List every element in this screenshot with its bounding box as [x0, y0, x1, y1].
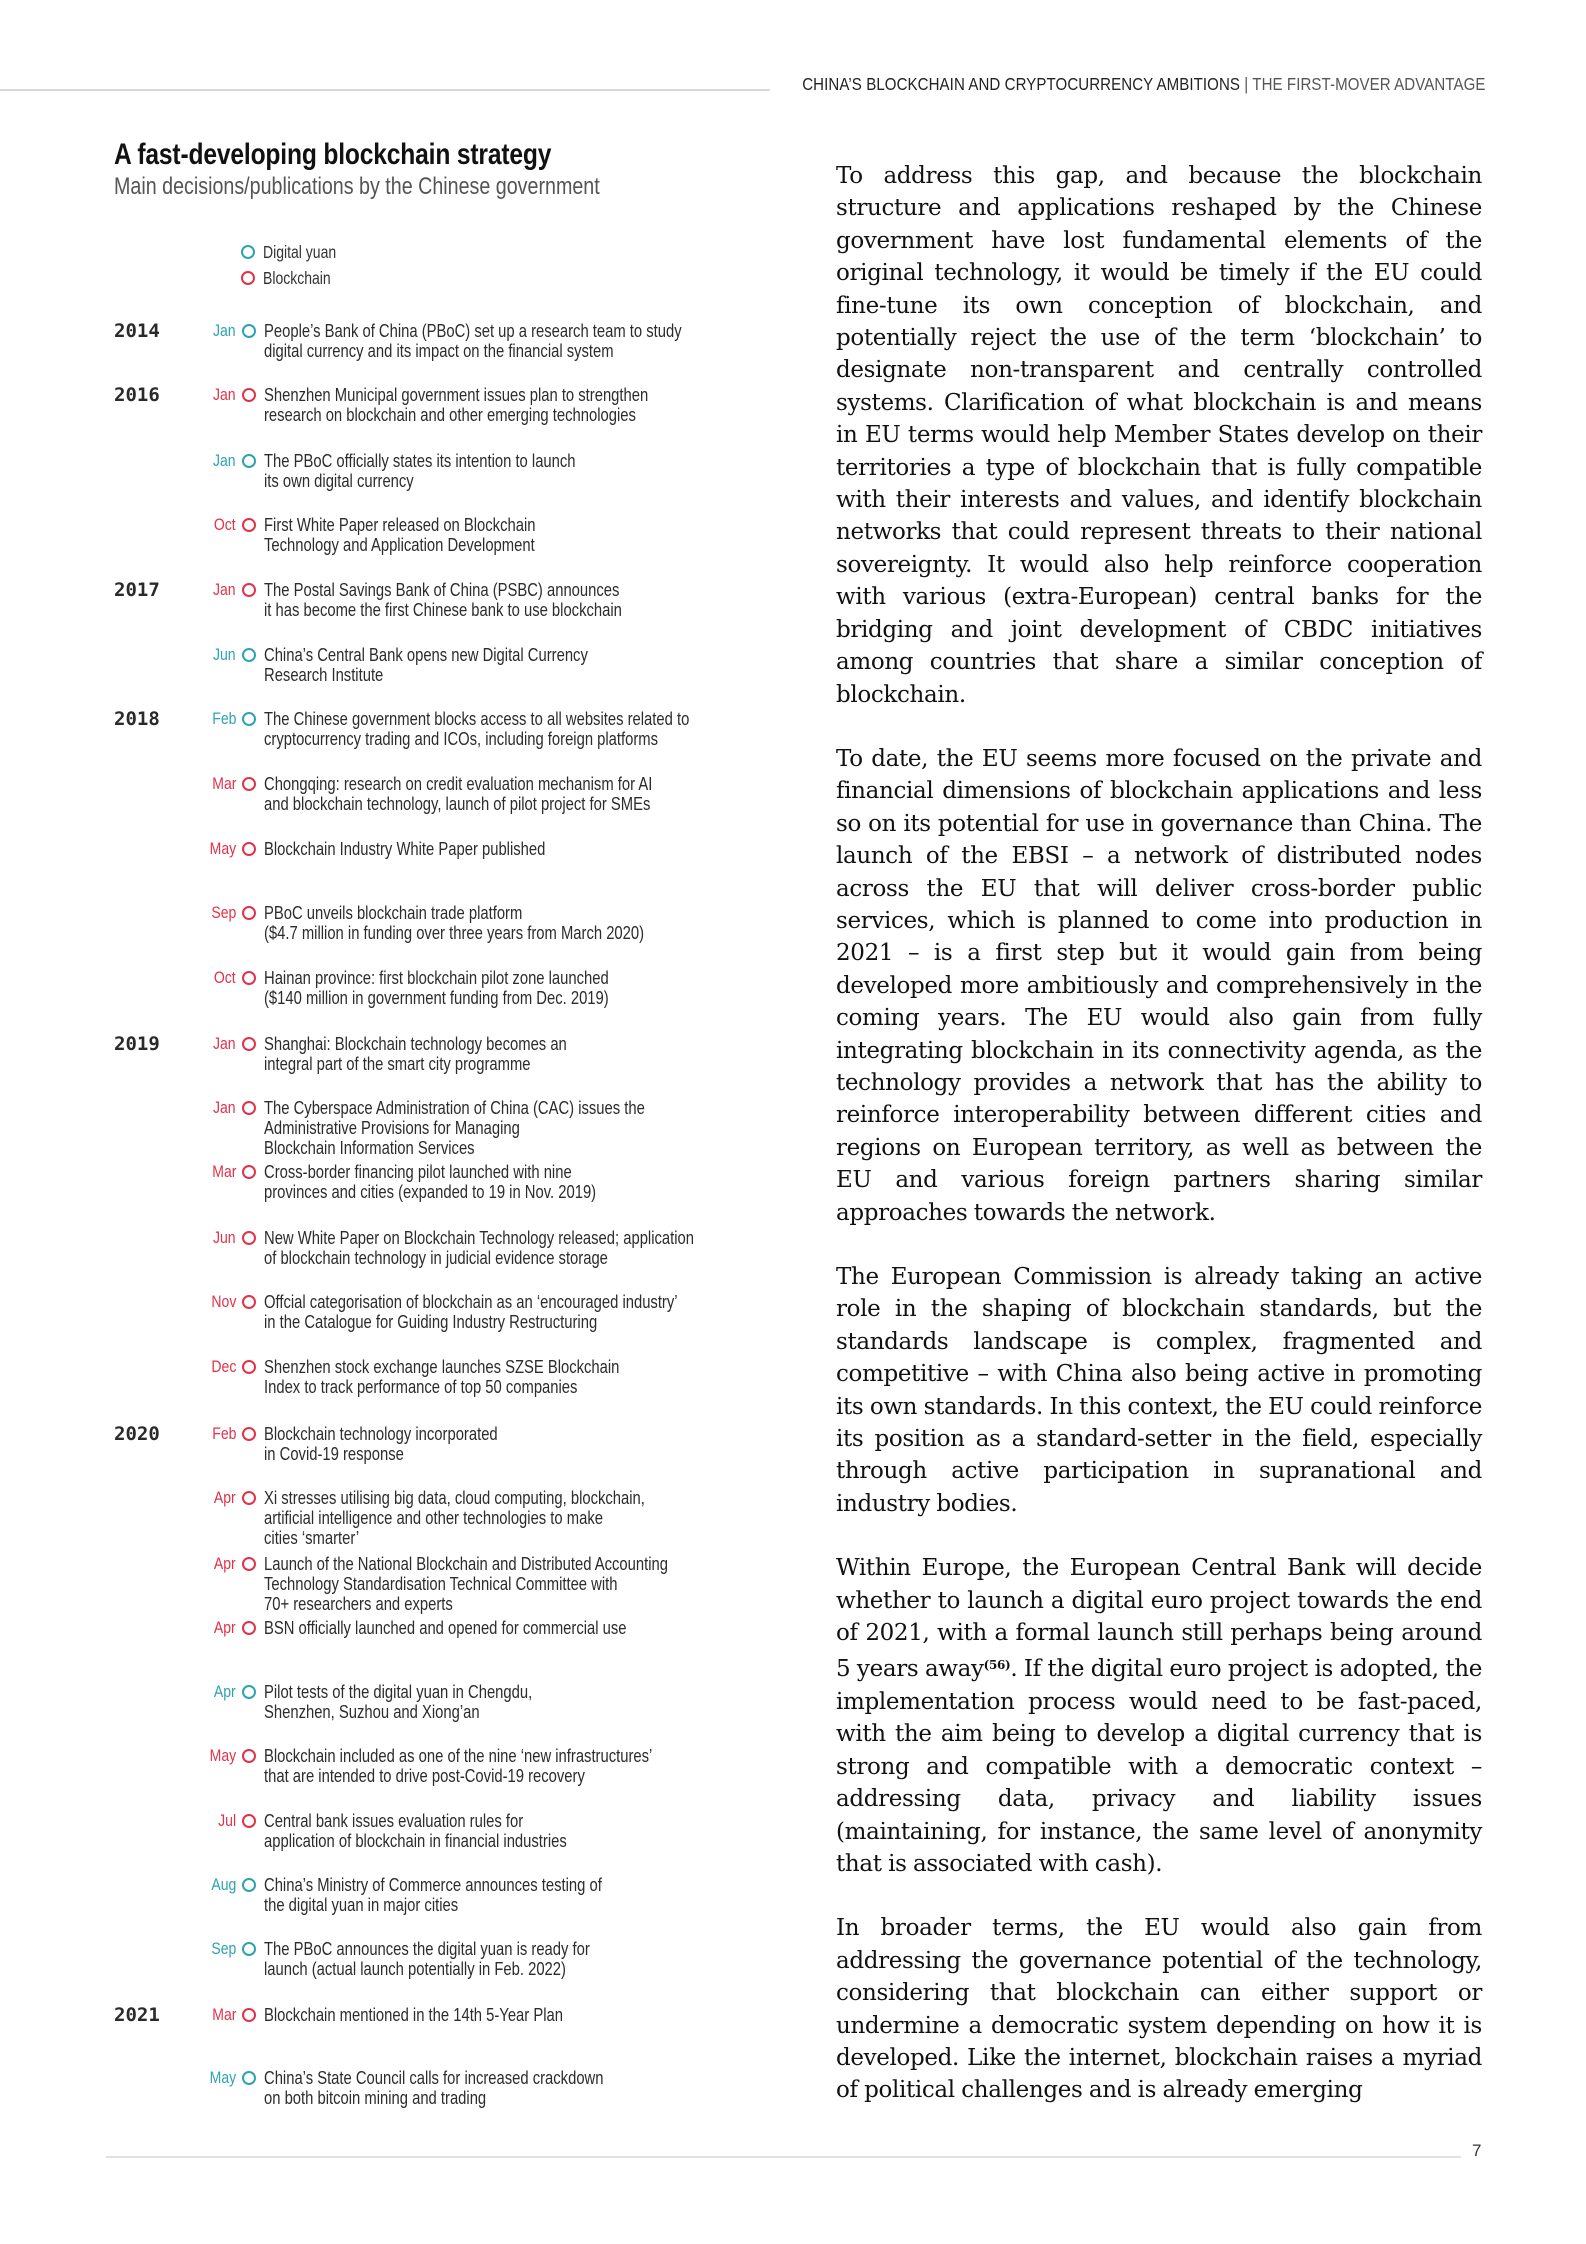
blockchain-circle-icon [242, 1295, 256, 1309]
blockchain-circle-icon [242, 1621, 256, 1635]
body-paragraph: The European Commission is already taking an active role in the shaping of blockchain standards, but the standards landscape is complex, fragmented and competitive – with China also being active in promoting its own standards. In this context, the EU could reinforce its position as a standard-setter in the field, especially through active participation in supranational and industry bodies. [836, 1264, 1482, 1517]
blockchain-circle-icon [242, 583, 256, 597]
page-number: 7 [1472, 2141, 1482, 2160]
digital-yuan-circle-icon [242, 1878, 256, 1892]
legend-digital-yuan: Digital yuan [241, 242, 354, 263]
blockchain-circle-icon [242, 1360, 256, 1374]
blockchain-circle-icon [242, 971, 256, 985]
header-title: CHINA’S BLOCKCHAIN AND CRYPTOCURRENCY AMBITIONS [802, 74, 1241, 94]
header-separator: | [1240, 74, 1253, 94]
header-subtitle: THE FIRST-MOVER ADVANTAGE [1252, 74, 1486, 94]
blockchain-circle-icon [242, 1427, 256, 1441]
header-rule [0, 89, 770, 91]
digital-yuan-circle-icon [242, 712, 256, 726]
blockchain-circle-icon [242, 777, 256, 791]
year-label: 2019 [114, 1033, 160, 1055]
blockchain-circle-icon [242, 1231, 256, 1245]
blockchain-circle-icon [242, 1101, 256, 1115]
digital-yuan-circle-icon [241, 245, 255, 259]
body-paragraph: Within Europe, the European Central Bank will decide whether to launch a digital euro project towards the end of 2021, with a formal launch still perhaps being around 5 years away$^{(56)}$. If the digital euro project is adopted, the implementation process would need to be fast-paced, with the aim being to develop a digital currency that is strong and compatible with a democratic context – addressing data, privacy and liability issues (maintaining, for instance, the same level of anonymity that is associated with cash). [836, 1555, 1483, 1877]
blockchain-circle-icon [242, 1557, 256, 1571]
blockchain-circle-icon [242, 906, 256, 920]
body-paragraph: To date, the EU seems more focused on the private and financial dimensions of blockchain applications and less so on its potential for use in governance than China. The launch of the EBSI – a network of distributed nodes across the EU that will deliver cross-border public services, which is planned to come into production in 2021 – is a first step but it would gain from being developed more ambitiously and comprehensively in the coming years. The EU would also gain from fully integrating blockchain in its connectivity agenda, as the technology provides a network that has the ability to reinforce interoperability between different cities and regions on European territory, as well as between the EU and various foreign partners sharing similar approaches towards the network. [836, 745, 1482, 1226]
blockchain-circle-icon [242, 518, 256, 532]
body-paragraph: In broader terms, the EU would also gain from addressing the governance potential of the technology, considering that blockchain can either support or undermine a democratic system depending on how it is developed. Like the internet, blockchain raises a myriad of political challenges and is already emerging [836, 1915, 1482, 2104]
blockchain-circle-icon [242, 1165, 256, 1179]
blockchain-circle-icon [242, 1814, 256, 1828]
digital-yuan-circle-icon [242, 454, 256, 468]
year-label: 2020 [114, 1423, 160, 1445]
year-label: 2018 [114, 708, 160, 730]
footer-rule [106, 2156, 1461, 2158]
digital-yuan-circle-icon [242, 324, 256, 338]
blockchain-circle-icon [242, 1037, 256, 1051]
year-label: 2016 [114, 384, 160, 406]
digital-yuan-circle-icon [242, 1942, 256, 1956]
blockchain-circle-icon [242, 2008, 256, 2022]
body-paragraph: To address this gap, and because the blockchain structure and applications reshaped by the Chinese government have lost fundamental elements of the original technology, it would be timely if the EU could fine-tune its own conception of blockchain, and potentially reject the use of the term ‘blockchain’ to designate non-transparent and centrally controlled systems. Clarification of what blockchain is and means in EU terms would help Member States develop on their territories a type of blockchain that is fully compatible with their interests and values, and identify blockchain networks that could represent threats to their national sovereignty. It would also help reinforce cooperation with various (extra-European) central banks for the bridging and joint development of CBDC initiatives among countries that share a similar conception of blockchain. [836, 163, 1482, 708]
running-header [803, 74, 1486, 95]
digital-yuan-circle-icon [242, 2071, 256, 2085]
legend-blockchain: Blockchain [241, 268, 348, 289]
blockchain-circle-icon [242, 1749, 256, 1763]
body-text-column [836, 160, 1482, 2139]
digital-yuan-circle-icon [242, 648, 256, 662]
year-label: 2021 [114, 2004, 160, 2026]
blockchain-circle-icon [242, 1491, 256, 1505]
timeline-subtitle: Main decisions/publications by the Chinese government [114, 173, 600, 200]
year-label: 2014 [114, 320, 160, 342]
digital-yuan-circle-icon [242, 1685, 256, 1699]
timeline-figure: A fast-developing blockchain strategy Main decisions/publications by the Chinese government Digital yuan Blockchain 2014 2016 2017 2018 2019 2020 2021 Jan People’s Bank of China (PBoC) set up a research team to study digital currency and its impact on the financial system Jan Shenzhen Municipal government issues plan to strengthen research on blockchain and other emerging technologies Jan The PBoC officially states its intention to launch its own digital currency Oct First White Paper released on Blockchain Technology and Application Development Jan The Postal Savings Bank of China (PSBC) announces it has become the first Chinese bank to use blockchain Jun China’s Central Bank opens new Digital Currency Research Institute Feb The Chinese government blocks access to all websites related to cryptocurrency trading and ICOs, including foreign platforms Mar Chongqing: research on credit evaluation mechanism for AI and blockchain technology, launch of pilot project for SMEs May Blockchain Industry White Paper published Sep PBoC unveils blockchain trade platform ($4.7 million in funding over three years from March 2020) Oct Hainan province: first blockchain pilot zone launched ($140 million in government funding from Dec. 2019) Jan Shanghai: Blockchain technology becomes an integral part of the smart city programme Jan The Cyberspace Administration of China (CAC) issues the Administrative Provisions for Managing Blockchain Information Services Mar Cross-border financing pilot launched with nine provinces and cities (expanded to 19 in Nov. 2019) Jun New White Paper on Blockchain Technology released; application of blockchain technology in judicial evidence storage Nov Offcial categorisation of blockchain as an ‘encouraged industry’ in the Catalogue for Guiding Industry Restructuring Dec Shenzhen stock exchange launches SZSE Blockchain Index to track performance of top 50 companies Feb Blockchain technology incorporated in Covid-19 response Apr Xi stresses utilising big data, cloud computing, blockchain, artificial intelligence and other technologies to make cities ‘smarter’ Apr Launch of the National Blockchain and Distributed Accounting Technology Standardisation Technical Committee with 70+ researchers and experts Apr BSN officially launched and opened for commercial use Apr Pilot tests of the digital yuan in Chengdu, Shenzhen, Suzhou and Xiong’an May Blockchain included as one of the nine ‘new infrastructures’ that are intended to drive post-Covid-19 recovery Jul Central bank issues evaluation rules for application of blockchain in financial industries Aug China’s Ministry of Commerce announces testing of the digital yuan in major cities Sep The PBoC announces the digital yuan is ready for launch (actual launch potentially in Feb. 2022) Mar Blockchain mentioned in the 14th 5-Year Plan May China’s State Council calls for increased crackdown on both bitcoin mining and trading [114, 138, 695, 2108]
timeline-title: A fast-developing blockchain strategy [114, 138, 552, 171]
blockchain-circle-icon [241, 271, 255, 285]
footnote-ref: (56) [983, 1658, 1011, 1673]
blockchain-circle-icon [242, 842, 256, 856]
year-label: 2017 [114, 579, 160, 601]
blockchain-circle-icon [242, 388, 256, 402]
